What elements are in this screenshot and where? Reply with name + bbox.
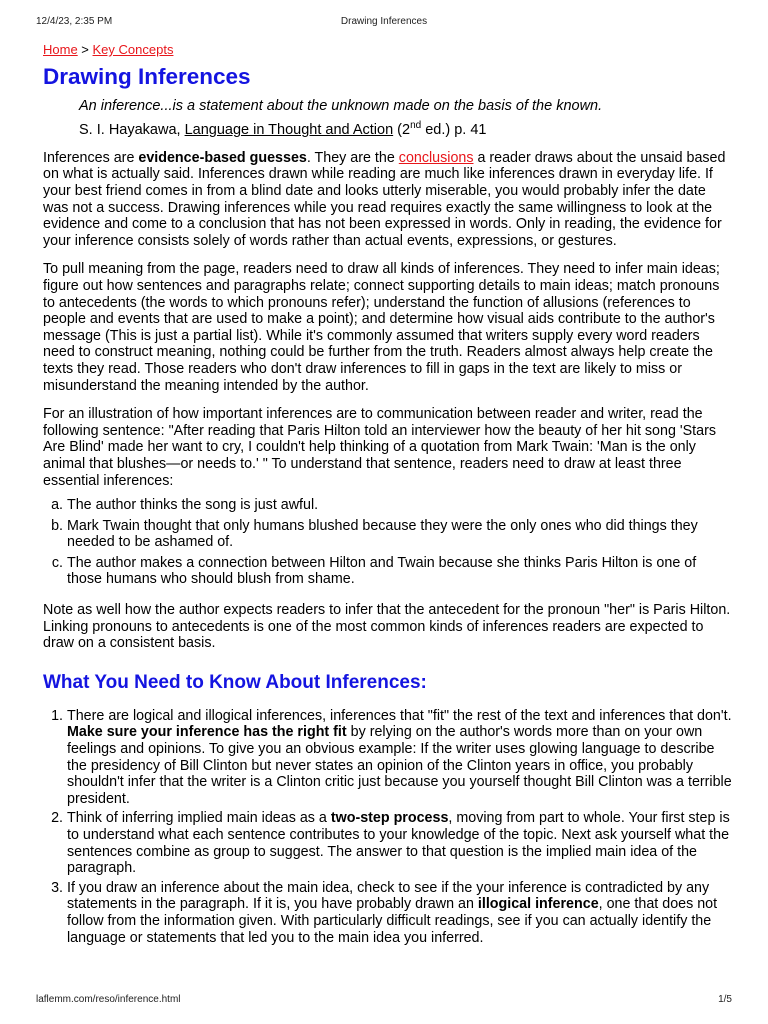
- epigraph-text: An inference...is a statement about the unknown made on the basis of the known.: [79, 98, 603, 114]
- print-datetime: 12/4/23, 2:35 PM: [36, 16, 113, 27]
- epigraph-edition-sup: nd: [410, 120, 422, 131]
- tip-text: , one that does not follow from the information given. With particularly difficult readings, see if you can actually identify the language or statements that led you to the main idea you inferred.: [67, 896, 718, 946]
- list-item: [67, 880, 733, 946]
- tip-text: If you draw an inference about the main idea, check to see if the your inference is contradicted by any statements in the paragraph. If it is, you have probably drawn an: [67, 879, 710, 913]
- epigraph-book-title: Language in Thought and Action: [184, 121, 394, 138]
- tip-text: by relying on the author's words more than on your own feelings and opinions. To give you an obvious example: If the writer uses glowing language to describe the presidency of Bill Clinton but never states an opinion of the Clinton years in office, you probably shouldn't infer that the writer is a Clinton critic just because you yourself thought Bill Clinton was a terrible president.: [67, 724, 732, 807]
- paragraph-4: Note as well how the author expects readers to infer that the antecedent for the pronoun "her" is Paris Hilton. Linking pronouns to antecedents is one of the most common kinds of inferences readers are expected to draw on a consistent basis.: [43, 602, 731, 652]
- breadcrumb: [43, 42, 733, 58]
- list-item: a. The author thinks the song is just awful.: [67, 497, 733, 514]
- inference-list: [43, 497, 733, 588]
- paragraph-2: To pull meaning from the page, readers need to draw all kinds of inferences. They need to infer main ideas; figure out how sentences and paragraphs relate; connect supporting details to main ideas; match pronouns to antecedents (the words to which pronouns refer); understand the function of allusions (references to people and events that are used to make a point); and determine how visual aids contribute to the author's message (This is just a partial list). While it's commonly assumed that writers supply every word readers need to construct meaning, nothing could be further from the truth. Readers almost always help create the texts they read. Those readers who don't draw inferences to fill in gaps in the text are likely to miss or misunderstand the meaning intended by the author.: [43, 261, 720, 394]
- p1-text-a: Inferences are: [43, 149, 139, 166]
- epigraph-page: ed.) p. 41: [421, 121, 487, 138]
- p1-text-c: . They are the: [306, 149, 399, 166]
- tips-list: [43, 708, 733, 946]
- epigraph-source: [79, 116, 733, 140]
- print-url: laflemm.com/reso/inference.html: [36, 994, 181, 1005]
- conclusions-link[interactable]: conclusions: [398, 149, 474, 166]
- p1-text-d: a reader draws about the unsaid based on what is actually said. Inferences drawn while reading are much like inferences drawn in everyday life. If your best friend comes in from a blind date and looks utterly miserable, you would probably infer the date was not a success. Drawing inferences while you read requires exactly the same willingness to look at the evidence and come to a conclusion that has not been expressed in words. Only in reading, the evidence for your inference consists solely of words rather than actual events, expressions, or gestures.: [43, 149, 726, 249]
- breadcrumb-home-link[interactable]: Home: [43, 42, 78, 57]
- page-title: Drawing Inferences: [43, 64, 251, 89]
- tip-text: , moving from part to whole. Your first step is to understand what each sentence contributes to your knowledge of the topic. Next ask yourself what the sentences combine as group to suggest. The answer to that question is the implied main idea of the paragraph.: [67, 810, 730, 877]
- tip-bold: illogical inference: [477, 896, 599, 913]
- print-page-number: 1/5: [718, 994, 732, 1005]
- tip-bold: two-step process: [330, 810, 449, 827]
- p1-bold: evidence-based guesses: [138, 149, 307, 166]
- list-item: [67, 708, 733, 808]
- paragraph-3: For an illustration of how important inferences are to communication between reader and writer, read the following sentence: "After reading that Paris Hilton told an interviewer how the beauty of her hit song 'Stars Are Blind' made her want to cry, I couldn't help thinking of a quotation from Mark Twain: 'Man is the only animal that blushes—or needs to.' " To understand that sentence, readers need to draw at least three essential inferences:: [43, 406, 716, 489]
- paragraph-1: [43, 150, 733, 250]
- epigraph-author: S. I. Hayakawa,: [79, 121, 185, 138]
- list-item: c. The author makes a connection between Hilton and Twain because she thinks Paris Hilton is one of those humans who should blush from shame.: [67, 555, 733, 588]
- print-page-title: Drawing Inferences: [340, 16, 428, 27]
- section-heading: What You Need to Know About Inferences:: [43, 671, 427, 693]
- list-item: [67, 810, 733, 876]
- epigraph: [79, 96, 733, 140]
- article: [43, 42, 733, 949]
- breadcrumb-separator: >: [77, 42, 93, 57]
- tip-text: Think of inferring implied main ideas as a: [67, 810, 331, 827]
- list-item: b. Mark Twain thought that only humans blushed because they were the only ones who did things they needed to be ashamed of.: [67, 518, 733, 551]
- tip-text: There are logical and illogical inferences, inferences that "fit" the rest of the text and inferences that don't.: [67, 707, 732, 724]
- tip-bold: Make sure your inference has the right fit: [67, 724, 347, 741]
- breadcrumb-key-concepts-link[interactable]: Key Concepts: [92, 42, 174, 57]
- epigraph-edition: (2: [393, 121, 411, 138]
